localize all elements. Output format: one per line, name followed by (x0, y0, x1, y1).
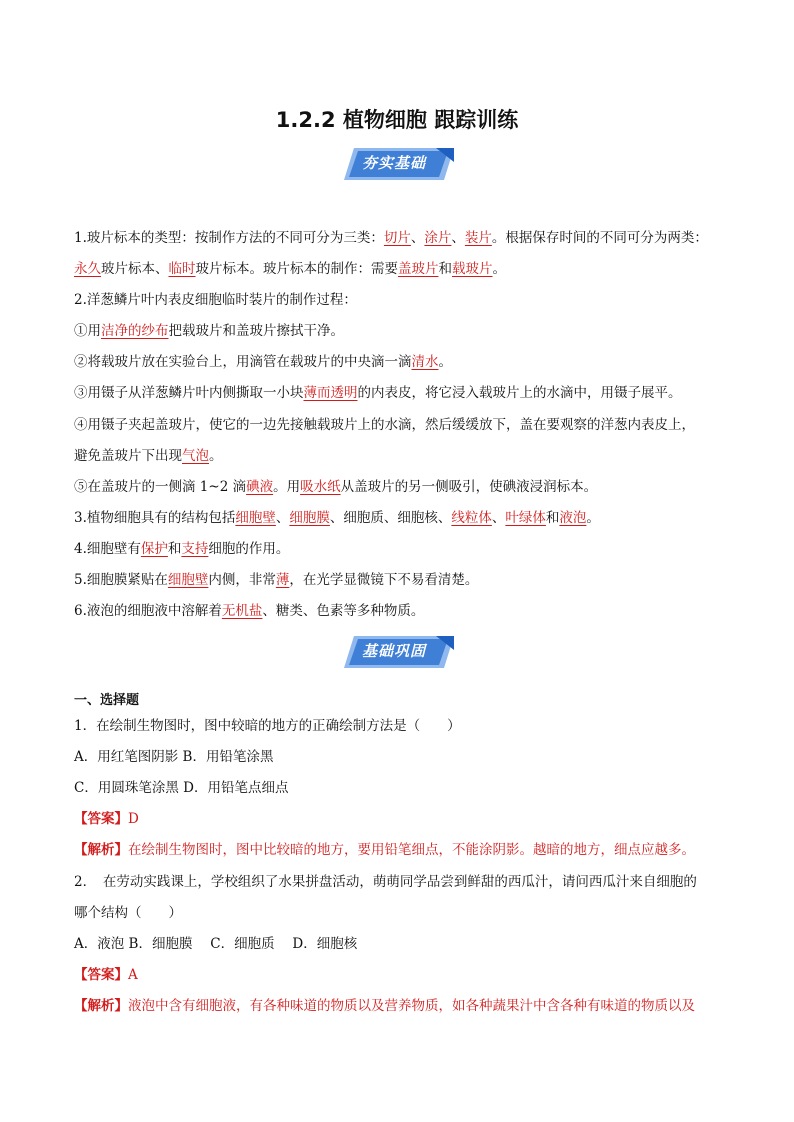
answer-blank: 盖玻片 (398, 261, 439, 277)
knowledge-item-1-cont (74, 259, 754, 279)
text: ①用 (74, 323, 101, 339)
knowledge-item-5 (74, 570, 754, 590)
question-1-options-ab: A．用红笔图阴影 B．用铅笔涂黑 (74, 749, 274, 765)
answer-blank: 气泡 (182, 448, 209, 464)
text: 1.玻片标本的类型：按制作方法的不同可分为三类： (74, 230, 384, 246)
question-2-options: A．液泡 B．细胞膜 C．细胞质 D．细胞核 (74, 936, 358, 952)
text: 、细胞质、细胞核、 (329, 510, 452, 526)
knowledge-item-2: 2.洋葱鳞片叶内表皮细胞临时装片的制作过程： (74, 292, 357, 308)
answer-blank: 切片 (383, 230, 411, 246)
answer-value: A (128, 967, 138, 983)
text: 4.细胞壁有 (74, 541, 141, 557)
answer-blank: 细胞膜 (289, 510, 330, 526)
answer-blank: 保护 (140, 541, 168, 557)
answer-blank: 细胞壁 (235, 510, 276, 526)
knowledge-item-6 (74, 601, 754, 621)
question-1-stem: 1．在绘制生物图时，图中较暗的地方的正确绘制方法是（ ） (74, 718, 461, 734)
text: 从盖玻片的另一侧吸引，使碘液浸润标本。 (340, 479, 598, 495)
answer-blank: 无机盐 (221, 603, 263, 619)
answer-blank: 洁净的纱布 (101, 323, 169, 339)
answer-value: D (128, 811, 139, 827)
text: 6.液泡的细胞液中溶解着 (74, 603, 222, 619)
step-2 (74, 352, 754, 372)
text: 3.植物细胞具有的结构包括 (74, 510, 236, 526)
question-2-stem-cont: 哪个结构（ ） (74, 905, 182, 921)
answer-blank: 临时 (168, 261, 196, 277)
question-2-analysis (74, 996, 754, 1016)
text: 。 (492, 261, 506, 277)
text: 和 (438, 261, 452, 277)
answer-blank: 吸水纸 (300, 479, 341, 495)
text: ③用镊子从洋葱鳞片叶内侧撕取一小块 (74, 385, 304, 401)
text: 。 (209, 448, 223, 464)
answer-blank: 清水 (411, 354, 439, 370)
answer-blank: 叶绿体 (505, 510, 546, 526)
text: 。 (586, 510, 600, 526)
answer-blank: 支持 (181, 541, 209, 557)
analysis-text: 在绘制生物图时，图中比较暗的地方，要用铅笔细点，不能涂阴影。越暗的地方，细点应越多。 (128, 842, 695, 858)
text: ②将载玻片放在实验台上，用滴管在载玻片的中央滴一滴 (74, 354, 412, 370)
answer-blank: 线粒体 (451, 510, 492, 526)
text: 内侧，非常 (208, 572, 276, 588)
text: 的内表皮，将它浸入载玻片上的水滴中，用镊子展平。 (357, 385, 682, 401)
answer-blank: 液泡 (559, 510, 587, 526)
step-4: ④用镊子夹起盖玻片，使它的一边先接触载玻片上的水滴，然后缓缓放下，盖在要观察的洋葱内表皮上， (74, 417, 695, 433)
analysis-text: 液泡中含有细胞液，有各种味道的物质以及营养物质，如各种蔬果汁中含各种有味道的物质以及 (128, 998, 695, 1014)
text: 、 (410, 230, 425, 246)
text: 5.细胞膜紧贴在 (74, 572, 168, 588)
answer-blank: 薄而透明 (303, 385, 358, 401)
answer-blank: 涂片 (424, 230, 452, 246)
answer-blank: 永久 (74, 261, 101, 277)
text: ，在光学显微镜下不易看清楚。 (289, 572, 479, 588)
banner-label: 基础巩固 (361, 642, 426, 660)
text: 和 (545, 510, 560, 526)
text: 。 (438, 354, 452, 370)
answer-blank: 碘液 (246, 479, 274, 495)
text: 把载玻片和盖玻片擦拭干净。 (168, 323, 344, 339)
text: 玻片标本。玻片标本的制作：需要 (195, 261, 398, 277)
banner-label: 夯实基础 (361, 154, 426, 172)
text: 和 (167, 541, 182, 557)
text: 避免盖玻片下出现 (74, 448, 182, 464)
text: 、 (275, 510, 290, 526)
section-heading: 一、选择题 (74, 693, 140, 708)
text: 细胞的作用。 (208, 541, 290, 557)
analysis-label: 【解析】 (74, 842, 128, 858)
answer-label: 【答案】 (74, 967, 128, 983)
question-2-answer (74, 965, 754, 985)
step-3 (74, 383, 754, 403)
step-5 (74, 477, 754, 497)
answer-blank: 细胞壁 (167, 572, 209, 588)
text: 。用 (273, 479, 301, 495)
page-title: 1.2.2 植物细胞 跟踪训练 (275, 108, 519, 132)
text: 、 (451, 230, 465, 246)
question-2-stem: 2． 在劳动实践课上，学校组织了水果拼盘活动，萌萌同学品尝到鲜甜的西瓜汁，请问西瓜汁来自细胞的 (74, 874, 697, 890)
section-banner-basics (340, 144, 456, 184)
knowledge-item-1 (74, 228, 754, 248)
step-4-cont (74, 446, 754, 466)
answer-blank: 载玻片 (452, 261, 493, 277)
text: ⑤在盖玻片的一侧滴 1~2 滴 (74, 479, 247, 495)
question-1-answer (74, 809, 754, 829)
section-banner-consolidate (340, 632, 456, 672)
question-1-analysis (74, 840, 754, 860)
question-1-options-cd: C．用圆珠笔涂黑 D．用铅笔点细点 (74, 780, 289, 796)
text: 。根据保存时间的不同可分为两类： (491, 230, 708, 246)
text: 、 (491, 510, 506, 526)
answer-label: 【答案】 (74, 811, 128, 827)
knowledge-item-3 (74, 508, 754, 528)
answer-blank: 装片 (464, 230, 492, 246)
answer-blank: 薄 (275, 572, 290, 588)
step-1 (74, 321, 754, 341)
text: 玻片标本、 (101, 261, 169, 277)
knowledge-item-4 (74, 539, 754, 559)
text: 、糖类、色素等多种物质。 (262, 603, 425, 619)
analysis-label: 【解析】 (74, 998, 128, 1014)
